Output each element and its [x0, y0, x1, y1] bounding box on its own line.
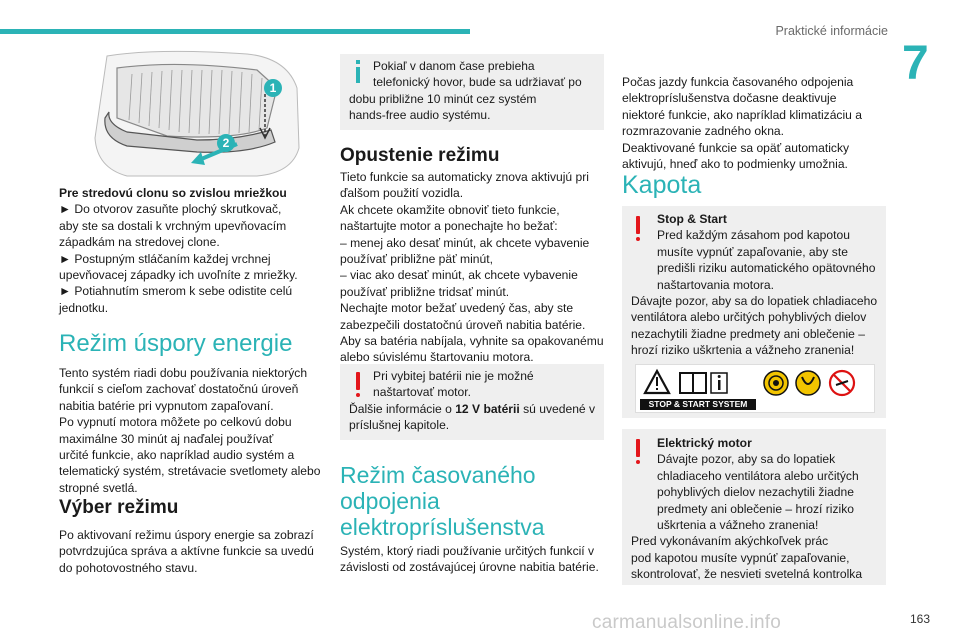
warning-line: Pred vykonávaním akýchkoľvek prác	[631, 534, 829, 549]
warning-line: hrozí riziko uškrtenia a vážneho zranenia!	[631, 343, 855, 358]
warning-box-stop-start	[622, 206, 886, 418]
callout-2: 2	[222, 136, 230, 150]
heading-exit-mode: Opustenie režimu	[340, 145, 500, 166]
energy-saving-text	[59, 365, 324, 496]
heading-mode-selection: Výber režimu	[59, 497, 179, 518]
mode-selection-text	[59, 527, 324, 576]
warning-line: pod kapotou musíte vypnúť zapaľovanie,	[631, 550, 850, 565]
info-line: telefonický hovor, bude sa udržiavať po	[373, 75, 582, 90]
warning-line: chladiaceho ventilátora alebo určitých	[657, 468, 859, 483]
text-line: do pohotovostného stavu.	[59, 560, 198, 575]
watermark: carmanualsonline.info	[592, 612, 782, 633]
battery-warning-line1: Pri vybitej batérii nie je možné	[373, 369, 534, 383]
text-line: Deaktivované funkcie sa opäť automaticky	[622, 140, 850, 155]
text-line: alebo súvislému štartovaniu motora.	[340, 350, 534, 365]
info-line: Pokiaľ v danom čase prebieha	[373, 59, 535, 73]
text-line: západkám na stredovej clone.	[59, 235, 220, 250]
text-line: ► Postupným stláčaním každej vrchnej	[59, 251, 271, 266]
stop-start-system-banner: STOP & START SYSTEM	[640, 399, 756, 410]
text-line: ► Do otvorov zasuňte plochý skrutkovač,	[59, 202, 282, 217]
warning-box-battery	[340, 364, 604, 440]
text-line: stropné svetlá.	[59, 480, 138, 495]
text-line: Aby sa batéria nabíjala, vyhnite sa opakovanému	[340, 334, 604, 349]
text-line: Systém, ktorý riadi používanie určitých funkcií v	[340, 544, 595, 558]
text-line: rozmrazovanie zadného okna.	[622, 124, 785, 139]
text-line: potvrdzujúca správa a aktívne funkcie sa uvedú	[59, 544, 314, 559]
timed-disconnect-text	[340, 543, 606, 576]
warning-line: uškrtenia a vážneho zranenia!	[657, 518, 819, 533]
page-number: 163	[909, 612, 930, 626]
warning-line: musíte vypnúť zapaľovanie, aby ste	[657, 244, 848, 259]
text-line: Počas jazdy funkcia časovaného odpojenia	[622, 75, 854, 89]
text-line: elektropríslušenstva dočasne deaktivuje	[622, 91, 837, 106]
text-line: ďalšom použití vozidla.	[340, 186, 464, 201]
timed-disconnect-continued	[622, 74, 888, 172]
label-pictograms	[636, 365, 874, 399]
text-line: jednotku.	[59, 300, 109, 315]
heading-line: elektropríslušenstva	[340, 514, 545, 540]
text-line: telematický systém, stretávacie svetlomety alebo	[59, 464, 321, 479]
text-line: maximálne 30 minút aj naďalej používať	[59, 431, 274, 446]
callout-1: 1	[269, 81, 277, 95]
text-line: určité funkcie, ako napríklad audio systém a	[59, 448, 295, 463]
text-line: ► Potiahnutím smerom k sebe odistite celú	[59, 284, 293, 299]
info-box-phone-call	[340, 54, 604, 130]
section-title: Praktické informácie	[775, 24, 888, 38]
text-line: Tieto funkcie sa automaticky znova aktivujú pri	[340, 170, 589, 184]
text-line: zabezpečili dostatočnú úroveň nabitia batérie.	[340, 317, 586, 332]
text-line: Po aktivovaní režimu úspory energie sa zobrazí	[59, 528, 314, 542]
text-line: – menej ako desať minút, ak chcete vybavenie	[340, 235, 590, 250]
heading-hood: Kapota	[622, 171, 702, 199]
grille-removal-illustration	[87, 48, 309, 178]
text-line: – viac ako desať minút, ak chcete vybavenie	[340, 268, 578, 283]
text-line: Po vypnutí motora môžete po celkovú dobu	[59, 415, 292, 430]
text-line: Nechajte motor bežať uvedený čas, aby ste	[340, 301, 574, 316]
text-line: funkcií s cieľom zachovať dostatočnú úroveň	[59, 382, 299, 397]
warning-line: ventilátora alebo určitých pohyblivých dielov	[631, 310, 867, 325]
warning-line: naštartovania motora.	[657, 277, 774, 292]
warning-line: skontrolovať, že nesvieti svetelná kontrolka	[631, 567, 863, 582]
warning-line: nezachytili žiadne predmety ani oblečenie –	[631, 326, 865, 341]
warning-line: pohyblivých dielov nezachytili žiadne	[657, 485, 854, 500]
text-line: nabitia batérie pri vypnutom zapaľovaní.	[59, 398, 274, 413]
info-line: hands-free audio systému.	[349, 108, 491, 123]
text-line: závislosti od zostávajúcej úrovne nabitia batérie.	[340, 560, 599, 575]
text-line: Ak chcete okamžite obnoviť tieto funkcie,	[340, 202, 560, 217]
battery-warning-line3: Ďalšie informácie o 12 V batérii sú uvedené v	[349, 401, 596, 416]
warning-line: Dávajte pozor, aby sa do lopatiek	[657, 452, 836, 467]
heading-line: odpojenia	[340, 488, 440, 514]
chapter-number: 7	[902, 37, 929, 90]
text-line: niektoré funkcie, ako napríklad klimatizáciu a	[622, 107, 862, 122]
warning-line: Dávajte pozor, aby sa do lopatiek chladiaceho	[631, 294, 878, 309]
text-line: používať približne päť minút,	[340, 252, 493, 267]
header-accent-bar	[0, 29, 470, 34]
heading-timed-disconnect	[340, 462, 604, 540]
text-line: naštartujte motor a ponechajte ho bežať:	[340, 219, 558, 234]
grille-instructions-title: Pre stredovú clonu so zvislou mriežkou	[59, 186, 287, 200]
exit-mode-text	[340, 169, 606, 366]
battery-warning-line4: príslušnej kapitole.	[349, 418, 450, 433]
warning-line: Pred každým zásahom pod kapotou	[657, 228, 850, 243]
text-line: aby ste sa dostali k vrchným upevňovacím	[59, 218, 287, 233]
warning-line: predišli riziku automatického opätovného	[657, 261, 876, 276]
heading-line: Režim časovaného	[340, 462, 536, 488]
stop-start-title: Stop & Start	[657, 212, 727, 226]
stop-start-warning-label	[635, 364, 875, 413]
electric-motor-title: Elektrický motor	[657, 436, 752, 450]
text-line: Tento systém riadi dobu používania niektorých	[59, 366, 308, 380]
battery-warning-line2: naštartovať motor.	[373, 385, 471, 400]
grille-instructions	[59, 201, 324, 316]
text-line: upevňovacej západky ich uvoľníte z mriežky.	[59, 268, 298, 283]
warning-line: predmety ani oblečenie – hrozí riziko	[657, 501, 854, 516]
text-line: aktivujú, hneď ako to podmienky umožnia.	[622, 157, 848, 172]
warning-box-electric-motor	[622, 429, 886, 585]
heading-energy-saving: Režim úspory energie	[59, 330, 293, 357]
text-line: používať približne tridsať minút.	[340, 284, 510, 299]
info-line: dobu približne 10 minút cez systém	[349, 91, 537, 106]
